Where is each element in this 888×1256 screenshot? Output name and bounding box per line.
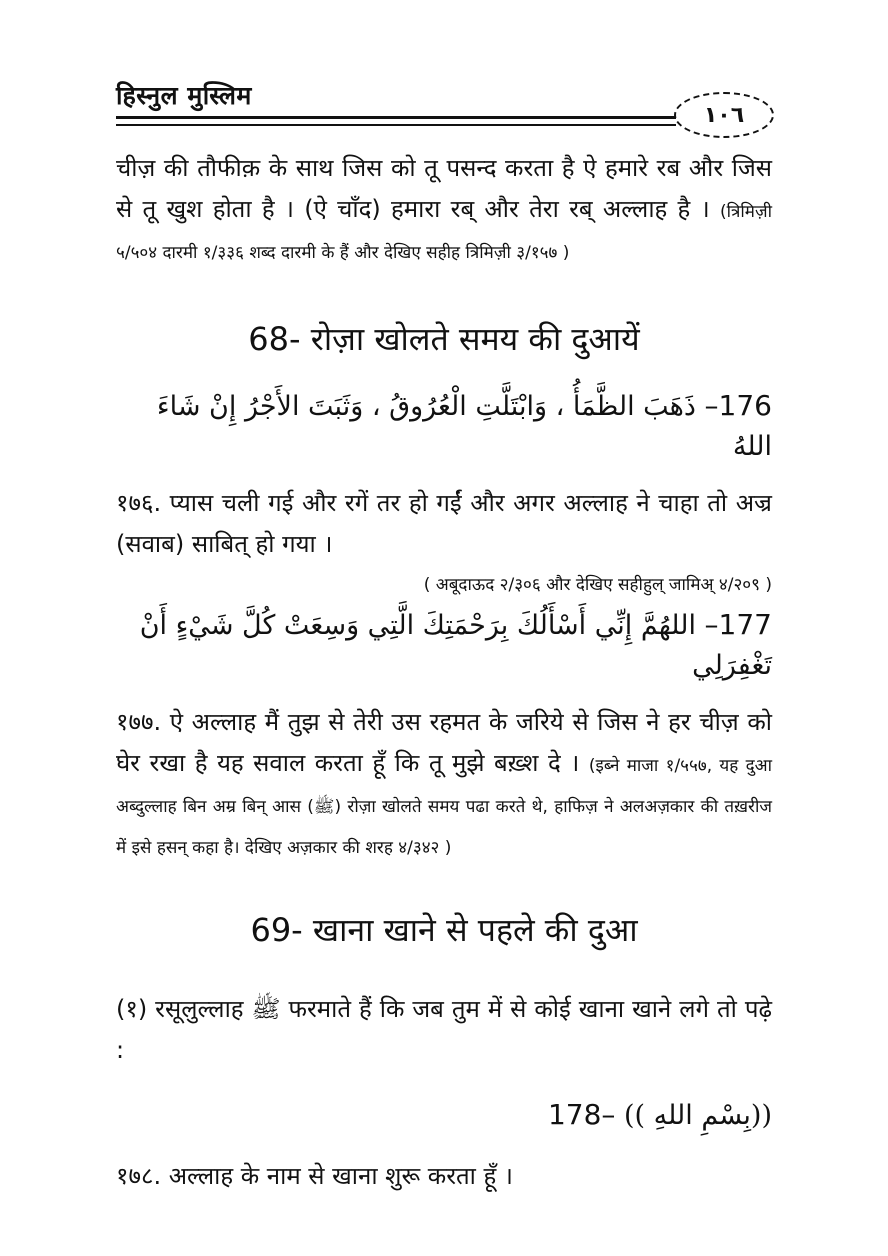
arabic-text-176: ذَهَبَ الظَّمَأُ ، وَابْتَلَّتِ الْعُرُوقُ ، وَثَبَتَ الأَجْرُ إِنْ شَاءَ اللهُ: [156, 391, 772, 462]
arabic-text-177: اللهُمَّ إِنِّي أَسْأَلُكَ بِرَحْمَتِكَ الَّتِي وَسِعَتْ كُلَّ شَيْءٍ أَنْ تَغْفِرَلِي: [139, 610, 772, 681]
dua-number-177: 177–: [704, 608, 772, 641]
arabic-dua-178: [116, 1095, 772, 1136]
page-number-badge: ١٠٦: [674, 92, 774, 138]
reference-177: (इब्ने माजा १/५५७, यह दुआ अब्दुल्लाह बिन अम्र बिन् आस (ﷺ) रोज़ा खोलते समय पढा करते थे, हाफिज़ ने अलअज़कार की तख़रीज में इसे हसन् कहा है। देखिए अज़कार की शरह ४/३४२ ): [116, 756, 772, 858]
dua-number-178: –178: [547, 1098, 616, 1131]
arabic-text-178: ((بِسْمِ اللهِ )): [623, 1100, 772, 1131]
arabic-dua-177: [116, 605, 772, 686]
intro-paragraph: [116, 148, 772, 271]
header-divider: [116, 116, 676, 126]
page-content: [116, 148, 772, 1197]
paragraph-69: (१) रसूलुल्लाह ﷺ फरमाते हैं कि जब तुम में से कोई खाना खाने लगे तो पढ़े :: [116, 995, 772, 1064]
arabic-dua-176: [116, 386, 772, 467]
intro-reference: (त्रिमिज़ी ५/५०४ दारमी १/३३६ शब्द दारमी के हैं और देखिए सहीह त्रिमिज़ी ३/१५७ ): [116, 202, 772, 263]
translation-178: १७८. अल्लाह के नाम से खाना शुरू करता हूँ ।: [116, 1162, 514, 1190]
reference-176: ( अबूदाऊद २/३०६ और देखिए सहीहुल् जामिअ् ४/२०९ ): [423, 575, 772, 595]
translation-177: [116, 702, 772, 866]
book-title: हिस्नुल मुस्लिम: [116, 81, 252, 110]
section-heading-69: 69- खाना खाने से पहले की दुआ: [250, 911, 638, 949]
dua-number-176: 176–: [704, 389, 772, 422]
translation-176: १७६. प्यास चली गई और रगें तर हो गईं और अगर अल्लाह ने चाहा तो अज्र (सवाब) साबित् हो गया ।: [116, 489, 772, 558]
translation-177-text: १७७. ऐ अल्लाह मैं तुझ से तेरी उस रहमत के जरिये से जिस ने हर चीज़ को घेर रखा है यह सवाल करता हूँ कि तू मुझे बख़्श दे ।: [116, 708, 772, 777]
section-heading-68: 68- रोज़ा खोलते समय की दुआयें: [248, 320, 640, 358]
intro-text: चीज़ की तौफीक़ के साथ जिस को तू पसन्द करता है ऐ हमारे रब और जिस से तू खुश होता है । (ऐ चाँद) हमारा रब् और तेरा रब् अल्लाह है ।: [116, 154, 772, 223]
page-header: [116, 78, 776, 138]
